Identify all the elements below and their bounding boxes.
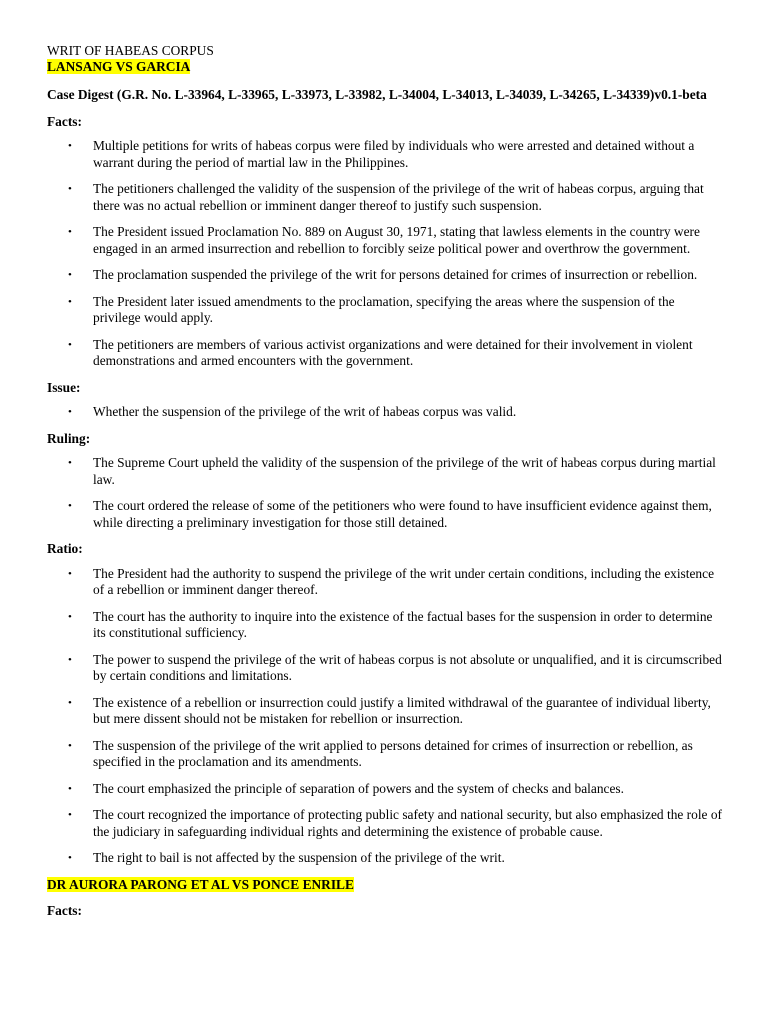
list-item-text: Multiple petitions for writs of habeas corpus were filed by individuals who were arrested and detained without a warrant during the period of martial law in the Philippines.	[93, 138, 695, 170]
facts-label: Facts:	[47, 902, 82, 918]
list-item-text: The existence of a rebellion or insurrection could justify a limited withdrawal of the guarantee of individual liberty, but mere dissent should not be mistaken for rebellion or insurrection.	[93, 694, 711, 726]
list-item	[47, 294, 723, 327]
list-item-text: The right to bail is not affected by the suspension of the privilege of the writ.	[93, 850, 505, 865]
ratio-list	[47, 566, 723, 867]
bullet-icon: •	[68, 739, 72, 752]
bullet-icon: •	[68, 653, 72, 666]
bullet-icon: •	[68, 183, 72, 195]
list-item-text: The President had the authority to suspend the privilege of the writ under certain conditions, including the existence of a rebellion or imminent danger thereof.	[93, 565, 715, 597]
list-item	[47, 850, 723, 867]
list-item	[47, 781, 723, 798]
bullet-icon: •	[68, 140, 72, 152]
list-item-text: The court ordered the release of some of the petitioners who were found to have insufficient evidence against them, while directing a preliminary investigation for those still detained.	[93, 498, 712, 530]
list-item	[47, 404, 723, 421]
list-item-text: The petitioners challenged the validity of the suspension of the privilege of the writ of habeas corpus, arguing that there was no actual rebellion or imminent danger thereof to justify such suspension.	[93, 181, 704, 213]
list-item	[47, 267, 723, 284]
list-item	[47, 337, 723, 370]
list-item-text: The petitioners are members of various activist organizations and were detained for their involvement in violent demonstrations and armed encounters with the government.	[93, 336, 693, 368]
document-title: WRIT OF HABEAS CORPUS	[47, 43, 214, 58]
list-item	[47, 566, 723, 599]
facts-label: Facts:	[47, 113, 82, 129]
list-item-text: The court emphasized the principle of separation of powers and the system of checks and balances.	[93, 780, 624, 796]
bullet-icon: •	[68, 457, 72, 469]
list-item-text: The proclamation suspended the privilege of the writ for persons detained for crimes of insurrection or rebellion.	[93, 267, 698, 282]
list-item-text: The court has the authority to inquire into the existence of the factual bases for the suspension in order to determine its constitutional sufficiency.	[93, 608, 713, 640]
bullet-icon: •	[68, 269, 72, 281]
list-item-text: The President later issued amendments to the proclamation, specifying the areas where the suspension of the privilege would apply.	[93, 293, 675, 325]
bullet-icon: •	[68, 500, 72, 512]
list-item	[47, 695, 723, 728]
list-item-text: The court recognized the importance of protecting public safety and national security, but also emphasized the role of the judiciary in safeguarding individual rights and determining the existence of probable cause.	[93, 807, 723, 839]
issue-label: Issue:	[47, 379, 81, 395]
bullet-icon: •	[68, 406, 72, 418]
list-item-text: The suspension of the privilege of the writ applied to persons detained for crimes of insurrection or rebellion, as specified in the proclamation and its amendments.	[93, 737, 693, 769]
list-item	[47, 181, 723, 214]
ruling-list	[47, 455, 723, 531]
bullet-icon: •	[68, 295, 72, 308]
case-title	[47, 877, 723, 893]
list-item-text: The President issued Proclamation No. 889 on August 30, 1971, stating that lawless elements in the country were engaged in an armed insurrection and rebellion to forcibly seize political power and overthrow the government.	[93, 224, 700, 256]
list-item	[47, 455, 723, 488]
list-item	[47, 498, 723, 531]
bullet-icon: •	[68, 782, 72, 795]
list-item	[47, 807, 723, 840]
list-item-text: The Supreme Court upheld the validity of the suspension of the privilege of the writ of habeas corpus during martial law.	[93, 455, 716, 487]
case-title	[47, 59, 723, 75]
list-item	[47, 138, 723, 171]
case-title-highlight: DR AURORA PARONG ET AL VS PONCE ENRILE	[47, 876, 354, 892]
list-item	[47, 609, 723, 642]
list-item-text: Whether the suspension of the privilege of the writ of habeas corpus was valid.	[93, 404, 517, 419]
ruling-label: Ruling:	[47, 430, 91, 446]
ratio-label: Ratio:	[47, 541, 83, 556]
bullet-icon: •	[68, 338, 72, 351]
bullet-icon: •	[68, 696, 72, 709]
list-item	[47, 652, 723, 685]
issue-list	[47, 404, 723, 421]
bullet-icon: •	[68, 610, 72, 623]
case-digest-heading: Case Digest (G.R. No. L-33964, L-33965, L-33973, L-33982, L-34004, L-34013, L-34039, L-34265, L-34339)v0.1-beta	[47, 87, 707, 102]
list-item	[47, 738, 723, 771]
bullet-icon: •	[68, 567, 72, 580]
list-item-text: The power to suspend the privilege of the writ of habeas corpus is not absolute or unqualified, and it is circumscribed by certain conditions and limitations.	[93, 651, 722, 683]
case-title-highlight: LANSANG VS GARCIA	[47, 59, 191, 74]
bullet-icon: •	[68, 809, 72, 821]
list-item	[47, 224, 723, 257]
bullet-icon: •	[68, 852, 72, 864]
facts-list	[47, 138, 723, 370]
bullet-icon: •	[68, 226, 72, 238]
